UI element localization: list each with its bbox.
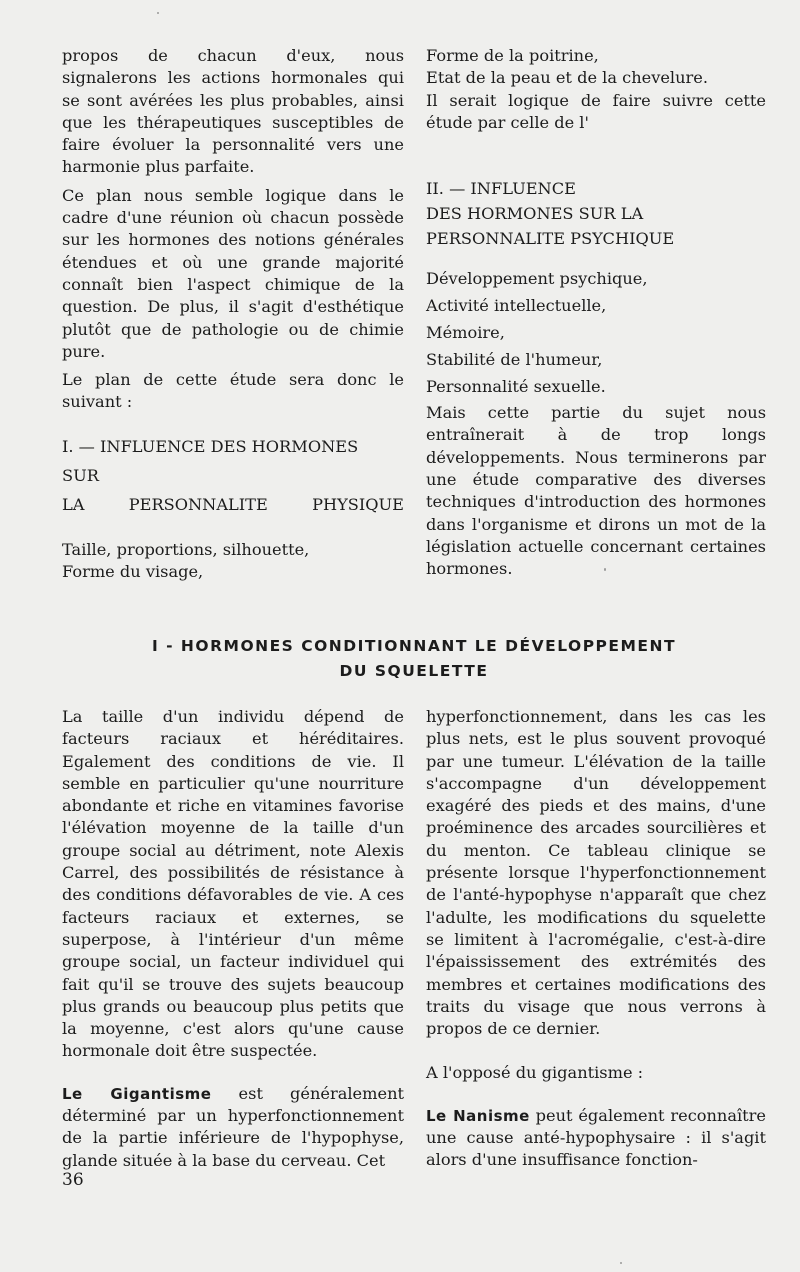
section-one-closing: Il serait logique de faire suivre cette étude par celle de l': [426, 90, 766, 132]
paper-speck: [157, 12, 159, 14]
section-two-item: Activité intellectuelle,: [426, 296, 607, 316]
section-one-item: Forme de la poitrine,: [426, 46, 599, 65]
section-two-line1: II. — INFLUENCE: [426, 179, 576, 199]
gigantisme-term: Le Gigantisme: [62, 1084, 212, 1103]
body-right-column: [426, 706, 766, 1172]
intro-right-column: [426, 45, 766, 581]
gigantisme-text: est généralement déterminé par un hyperfonctionnement de la partie inférieure de l'hypophyse, glande située à la base du cerveau. Cet: [62, 1083, 404, 1170]
section-one-line3-a: LA: [62, 494, 85, 514]
section-one-line3-c: PHYSIQUE: [312, 494, 404, 514]
intro-paragraph-1: propos de chacun d'eux, nous signalerons les actions hormonales qui se sont avérées les plus probables, ainsi que les thérapeutiques susceptibles de faire évoluer la personnalité vers une harmonie plus parfaite.: [62, 46, 404, 177]
chapter-title-line1: I - HORMONES CONDITIONNANT LE DÉVELOPPEMENT: [151, 637, 677, 655]
section-one-line1: I. — INFLUENCE DES HORMONES: [62, 436, 359, 456]
section-two-item: Développement psychique,: [426, 269, 648, 289]
intro-left-column: [62, 45, 404, 583]
chapter-title: [62, 634, 766, 684]
intro-paragraph-2: Ce plan nous semble logique dans le cadre d'une réunion où chacun possède sur les hormones des notions générales étendues et où une grande majorité connaît bien l'aspect chimique de la question. De plus, il s'agit d'esthétique plutôt que de pathologie ou de chimie pure.: [62, 185, 404, 361]
body-paragraph-1: La taille d'un individu dépend de facteurs raciaux et héréditaires. Egalement des conditions de vie. Il semble en particulier qu'une nourriture abondante et riche en vitamines favorise l'élévation moyenne de la taille d'un groupe social au détriment, note Alexis Carrel, des possibilités de résistance à des conditions défavorables de vie. A ces facteurs raciaux et externes, se superpose, à l'intérieur d'un même groupe social, un facteur individuel qui fait qu'il se trouve des sujets beaucoup plus grands ou beaucoup plus petits que la moyenne, c'est alors qu'une cause hormonale doit être suspectée.: [62, 707, 404, 1061]
section-one-line3: [62, 492, 404, 517]
body-left-column: [62, 706, 404, 1172]
section-two-item: Personnalité sexuelle.: [426, 377, 606, 397]
section-one-item: Forme du visage,: [62, 562, 204, 582]
section-two-item: Stabilité de l'humeur,: [426, 350, 603, 370]
nanisme-text: peut également reconnaître une cause anté-hypophysaire : il s'agit alors d'une insuffisance fonction-: [426, 1105, 767, 1170]
section-one-line3-b: PERSONNALITE: [128, 494, 268, 514]
section-one-item: Taille, proportions, silhouette,: [62, 539, 310, 559]
body-paragraph-2: [62, 1083, 404, 1172]
section-two-item: Mémoire,: [426, 323, 505, 343]
body-paragraph-3: hyperfonctionnement, dans les cas les plus nets, est le plus souvent provoqué par une tumeur. L'élévation de la taille s'accompagne d'un développement exagéré des pieds et des mains, d'une proéminence des arcades sourcilières et du menton. Ce tableau clinique se présente lorsque l'hyperfonctionnement de l'anté-hypophyse n'apparaît que chez l'adulte, les modifications du squelette se limitent à l'acromégalie, c'est-à-dire l'épaississement des extrémités des membres et certaines modifications des traits du visage que nous verrons à propos de ce dernier.: [426, 707, 766, 1039]
nanisme-term: Le Nanisme: [426, 1106, 530, 1125]
chapter-title-line2: DU SQUELETTE: [339, 662, 489, 680]
body-paragraph-5: [426, 1105, 766, 1172]
section-two-line3: PERSONNALITE PSYCHIQUE: [426, 229, 675, 249]
body-paragraph-4: A l'opposé du gigantisme :: [426, 1063, 644, 1083]
section-two-closing: Mais cette partie du sujet nous entraînerait à de trop longs développements. Nous terminerons par une étude comparative des diverses techniques d'introduction des hormones dans l'organisme et dirons un mot de la législation actuelle concernant certaines hormones.: [426, 403, 766, 579]
section-one-heading: [62, 434, 404, 517]
paper-speck: [620, 1262, 622, 1264]
page-number: 36: [62, 1170, 84, 1190]
section-one-line2: SUR: [62, 465, 99, 485]
intro-paragraph-3: Le plan de cette étude sera donc le suivant :: [62, 370, 404, 412]
section-two-heading: [426, 176, 766, 251]
section-two-line2: DES HORMONES SUR LA: [426, 204, 644, 224]
section-one-item: Etat de la peau et de la chevelure.: [426, 68, 709, 88]
paper-speck: [604, 568, 606, 571]
